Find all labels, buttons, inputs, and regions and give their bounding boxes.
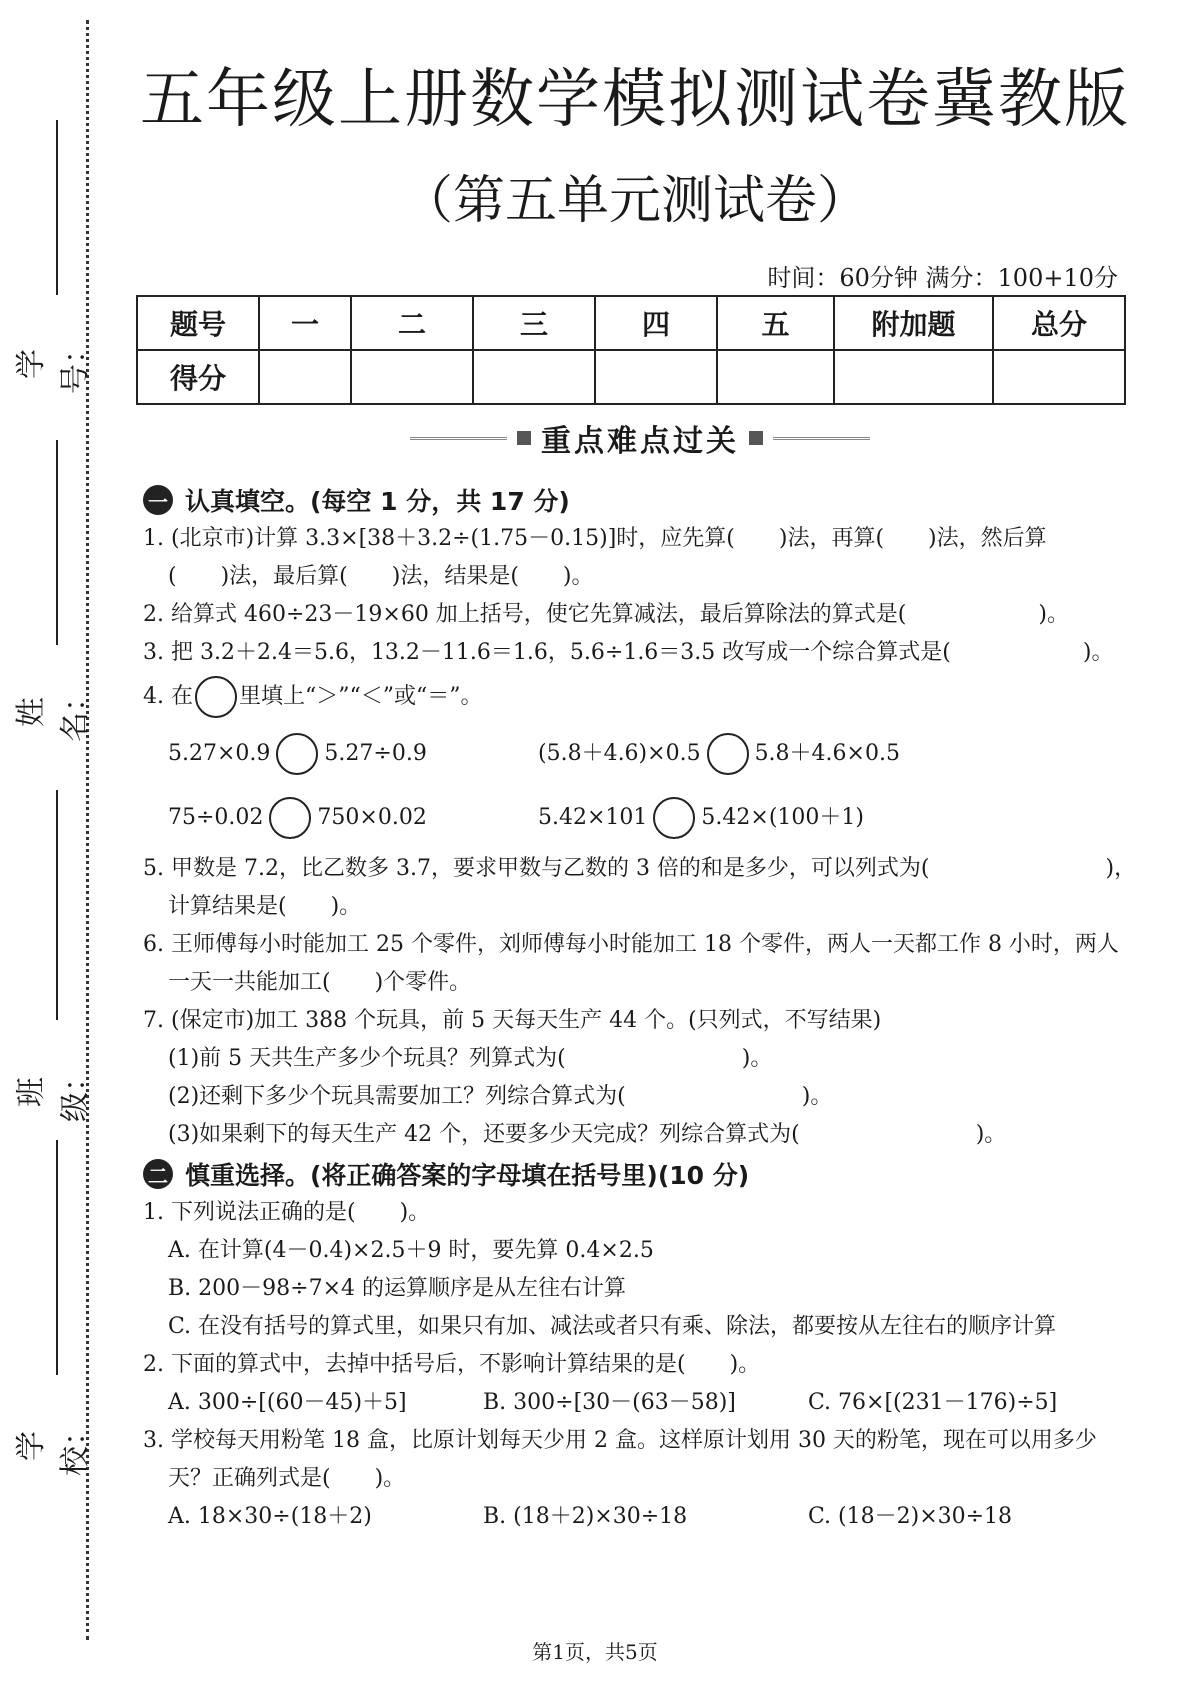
compare-right: 5.8＋4.6×0.5	[754, 741, 900, 766]
question-2: 2. 给算式 460÷23－19×60 加上括号，使它先算减法，最后算除法的算式是( )。	[143, 602, 1069, 627]
banner-text: 重点难点过关	[541, 424, 739, 459]
choice-3-options	[143, 1498, 1143, 1536]
choice-3-option-b: B. (18＋2)×30÷18	[483, 1504, 688, 1529]
choice-2-option-b: B. 300÷[30－(63－58)]	[483, 1390, 736, 1415]
section-1-heading	[143, 480, 1143, 520]
school-line	[56, 1140, 58, 1375]
question-4-suffix: 里填上“＞”“＜”或“＝”。	[238, 684, 483, 709]
score-header-cell: 五	[717, 296, 834, 350]
choice-1-option-c: C. 在没有括号的算式里，如果只有加、减法或者只有乘、除法，都要按从左往右的顺序计算	[168, 1314, 1057, 1339]
choice-2-option-c: C. 76×[(231－176)÷5]	[808, 1390, 1058, 1415]
score-cell[interactable]	[351, 350, 473, 404]
compare-right: 5.42×(100＋1)	[701, 805, 864, 830]
section-2-number: 二	[143, 1159, 173, 1189]
banner-dash-left	[410, 437, 507, 440]
page-footer: 第1页，共5页	[532, 1640, 658, 1664]
question-1-line-b: ( )法，最后算( )法，结果是( )。	[168, 564, 594, 589]
score-header-cell: 题号	[137, 296, 259, 350]
question-5-line-b: 计算结果是( )。	[168, 894, 362, 919]
question-4	[143, 672, 1143, 722]
choice-2-options	[143, 1384, 1143, 1422]
banner-square-icon	[749, 431, 763, 445]
page-title: 五年级上册数学模拟测试卷冀教版	[140, 63, 1130, 137]
page-subtitle: （第五单元测试卷）	[400, 171, 869, 231]
question-6-line-b: 一天一共能加工( )个零件。	[168, 970, 472, 995]
compare-answer-circle[interactable]	[653, 797, 695, 839]
question-7-part-2: (2)还剩下多少个玩具需要加工？列综合算式为( )。	[168, 1084, 833, 1109]
choice-question-3-line-b: 天？正确列式是( )。	[168, 1466, 406, 1491]
compare-left: 5.27×0.9	[168, 741, 271, 766]
compare-left: 75÷0.02	[168, 805, 264, 830]
compare-row-1	[143, 722, 1143, 786]
question-7-part-1: (1)前 5 天共生产多少个玩具？列算式为( )。	[168, 1046, 773, 1071]
question-4-prefix: 4. 在	[143, 684, 193, 709]
score-cell[interactable]	[595, 350, 717, 404]
score-header-cell: 二	[351, 296, 473, 350]
compare-answer-circle[interactable]	[276, 733, 318, 775]
compare-left: (5.8＋4.6)×0.5	[538, 741, 701, 766]
score-table-header-row	[137, 296, 1125, 350]
compare-row-2	[143, 786, 1143, 850]
score-header-cell: 三	[473, 296, 595, 350]
compare-answer-circle[interactable]	[707, 733, 749, 775]
score-header-cell: 总分	[993, 296, 1125, 350]
question-6-line-a: 6. 王师傅每小时能加工 25 个零件，刘师傅每小时能加工 18 个零件，两人一天都工作 8 小时，两人	[143, 932, 1119, 957]
score-cell[interactable]	[717, 350, 834, 404]
circle-icon	[195, 676, 237, 718]
school-label: 学校：	[14, 1416, 93, 1476]
banner-square-icon	[517, 431, 531, 445]
class-label: 班级：	[14, 1062, 93, 1122]
score-header-cell: 附加题	[834, 296, 993, 350]
choice-1-option-b: B. 200－98÷7×4 的运算顺序是从左往右计算	[168, 1276, 626, 1301]
score-cell[interactable]	[473, 350, 595, 404]
name-label: 姓名：	[14, 682, 93, 742]
question-3: 3. 把 3.2＋2.4＝5.6，13.2－11.6＝1.6，5.6÷1.6＝3.5 改写成一个综合算式是( )。	[143, 640, 1114, 665]
score-cell[interactable]	[993, 350, 1125, 404]
question-1-line-a: 1. (北京市)计算 3.3×[38＋3.2÷(1.75－0.15)]时，应先算( )法，再算( )法，然后算	[143, 526, 1047, 551]
question-content	[143, 480, 1143, 1536]
score-table-score-row	[137, 350, 1125, 404]
class-line	[56, 790, 58, 1020]
section-1-title: 认真填空。(每空 1 分，共 17 分)	[185, 487, 570, 516]
compare-answer-circle[interactable]	[269, 797, 311, 839]
choice-question-2: 2. 下面的算式中，去掉中括号后，不影响计算结果的是( )。	[143, 1352, 761, 1377]
section-banner	[400, 418, 880, 458]
choice-2-option-a: A. 300÷[(60－45)＋5]	[168, 1390, 407, 1415]
choice-3-option-a: A. 18×30÷(18＋2)	[168, 1504, 372, 1529]
score-row-label: 得分	[137, 350, 259, 404]
score-cell[interactable]	[259, 350, 351, 404]
score-header-cell: 四	[595, 296, 717, 350]
banner-dash-right	[773, 437, 870, 440]
section-2-title: 慎重选择。(将正确答案的字母填在括号里)(10 分)	[185, 1161, 750, 1190]
section-2-heading	[143, 1154, 1143, 1194]
time-score-info: 时间：60分钟 满分：100+10分	[767, 264, 1118, 292]
compare-right: 750×0.02	[317, 805, 427, 830]
score-header-cell: 一	[259, 296, 351, 350]
score-table	[136, 295, 1126, 405]
name-line	[56, 440, 58, 645]
student-id-label: 学号：	[14, 334, 93, 394]
choice-question-3-line-a: 3. 学校每天用粉笔 18 盒，比原计划每天少用 2 盒。这样原计划用 30 天的粉笔，现在可以用多少	[143, 1428, 1097, 1453]
question-5-line-a: 5. 甲数是 7.2，比乙数多 3.7，要求甲数与乙数的 3 倍的和是多少，可以列式为( )，	[143, 856, 1137, 881]
question-7: 7. (保定市)加工 388 个玩具，前 5 天每天生产 44 个。(只列式，不写结果)	[143, 1008, 882, 1033]
compare-right: 5.27÷0.9	[324, 741, 427, 766]
compare-left: 5.42×101	[538, 805, 648, 830]
choice-3-option-c: C. (18－2)×30÷18	[808, 1504, 1013, 1529]
student-id-line	[56, 120, 58, 295]
choice-1-option-a: A. 在计算(4－0.4)×2.5＋9 时，要先算 0.4×2.5	[168, 1238, 654, 1263]
score-cell[interactable]	[834, 350, 993, 404]
section-1-number: 一	[143, 485, 173, 515]
binding-line	[86, 20, 89, 1640]
choice-question-1: 1. 下列说法正确的是( )。	[143, 1200, 431, 1225]
question-7-part-3: (3)如果剩下的每天生产 42 个，还要多少天完成？列综合算式为( )。	[168, 1122, 1007, 1147]
